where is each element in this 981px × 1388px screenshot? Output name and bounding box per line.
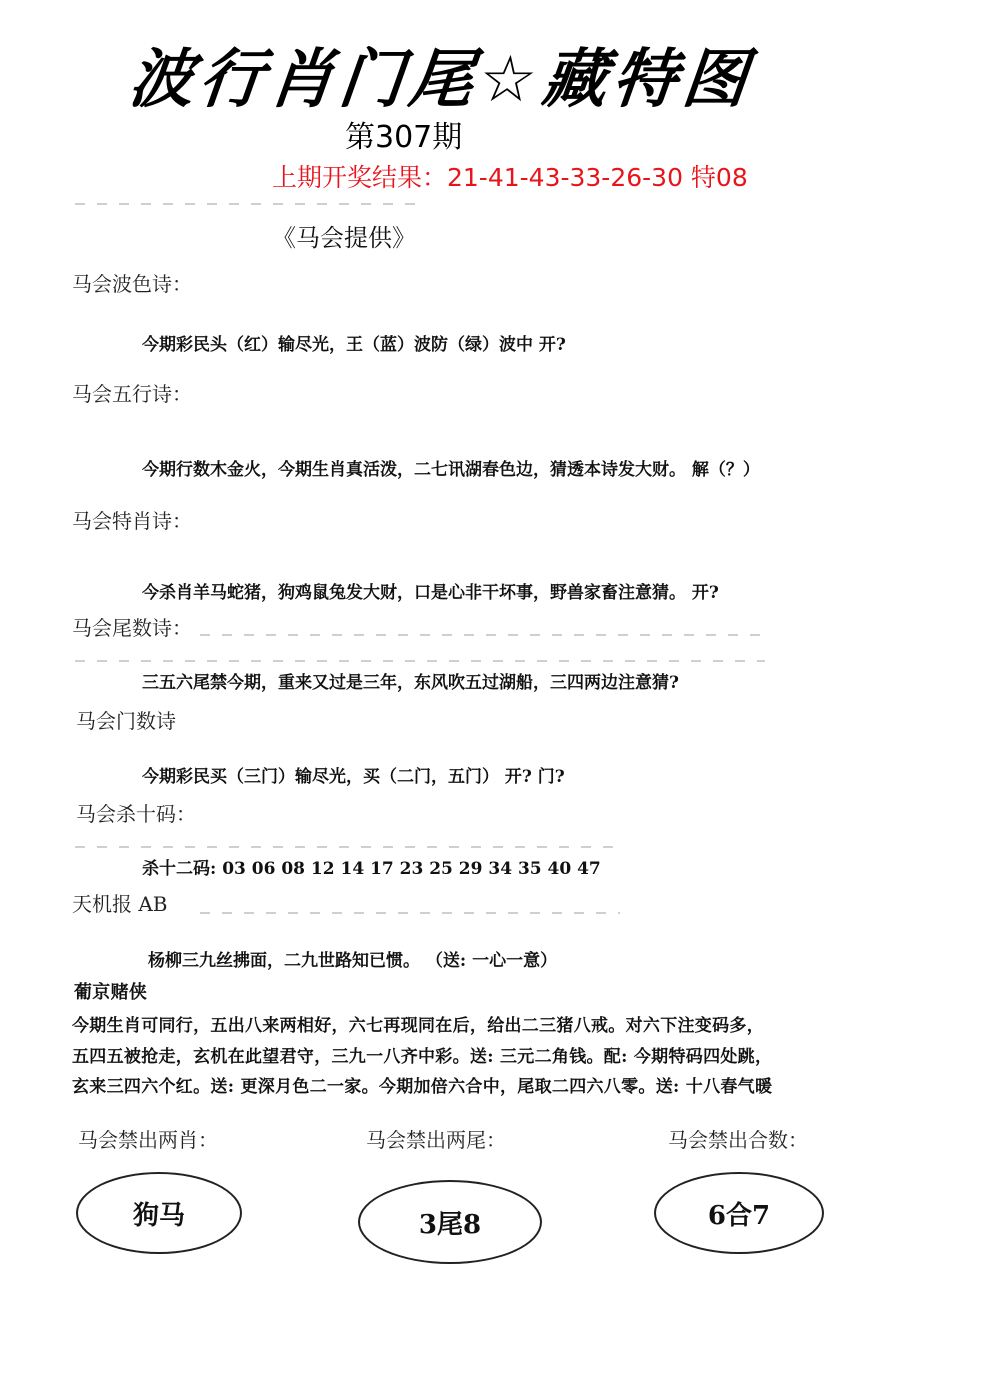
ban-oval-combined [654, 1172, 824, 1254]
divider-line [75, 846, 625, 848]
ban-oval-zodiac [76, 1172, 242, 1254]
divider-line [200, 634, 760, 636]
issue-number: 第307期 [345, 120, 463, 155]
section-text-door-number: 今期彩民买（三门）输尽光，买（二门，五门） 开? 门? [142, 767, 565, 787]
section-text-wave-color: 今期彩民头（红）输尽光，王（蓝）波防（绿）波中 开? [142, 335, 566, 355]
section-text-tianji: 杨柳三九丝拂面，二九世路知已惯。 （送: 一心一意） [148, 951, 558, 971]
section-label-tail-number: 马会尾数诗： [72, 616, 192, 640]
section-text-tail-number: 三五六尾禁今期，重来又过是三年，东风吹五过湖船，三四两边注意猜? [142, 673, 679, 693]
ban-label-tail: 马会禁出两尾： [366, 1128, 506, 1152]
ban-value-tail: 3尾8 [418, 1209, 482, 1240]
section-text-five-elements: 今期行数木金火，今期生肖真活泼，二七讯湖春色边，猜透本诗发大财。 解（？） [142, 460, 760, 480]
ban-label-zodiac: 马会禁出两肖： [78, 1128, 218, 1152]
source-label: 《马会提供》 [272, 224, 416, 252]
gambler-line: 今期生肖可同行，五出八来两相好，六七再现同在后，给出二三猪八戒。对六下注变码多， [72, 1016, 764, 1036]
section-text-special-zodiac: 今杀肖羊马蛇猪，狗鸡鼠兔发大财，口是心非干坏事，野兽家畜注意猜。 开? [142, 583, 719, 603]
ban-label-combined: 马会禁出合数： [668, 1128, 808, 1152]
gambler-label: 葡京赌侠 [74, 982, 148, 1003]
last-result: 上期开奖结果：21-41-43-33-26-30 特08 [272, 163, 748, 192]
divider-line [200, 912, 620, 914]
divider-line [75, 203, 415, 205]
section-label-wave-color: 马会波色诗： [72, 272, 192, 296]
main-title: 波行肖门尾☆藏特图 [125, 43, 757, 117]
ban-value-zodiac: 狗马 [132, 1200, 185, 1231]
ban-value-combined: 6合7 [707, 1200, 771, 1231]
section-label-door-number: 马会门数诗 [76, 709, 176, 733]
section-label-special-zodiac: 马会特肖诗： [72, 509, 192, 533]
gambler-line: 玄来三四六个红。送: 更深月色二一家。今期加倍六合中，尾取二四六八零。送: 十八春气暖 [72, 1077, 773, 1097]
ban-oval-tail [358, 1180, 542, 1264]
gambler-line: 五四五被抢走，玄机在此望君守，三九一八齐中彩。送: 三元二角钱。配: 今期特码四处跳， [72, 1047, 773, 1067]
section-label-tianji: 天机报 AB [72, 892, 168, 916]
divider-line [75, 660, 765, 662]
section-label-kill-codes: 马会杀十码： [76, 802, 196, 826]
section-label-five-elements: 马会五行诗： [72, 382, 192, 406]
section-text-kill-codes: 杀十二码: 03 06 08 12 14 17 23 25 29 34 35 40 47 [142, 859, 601, 879]
